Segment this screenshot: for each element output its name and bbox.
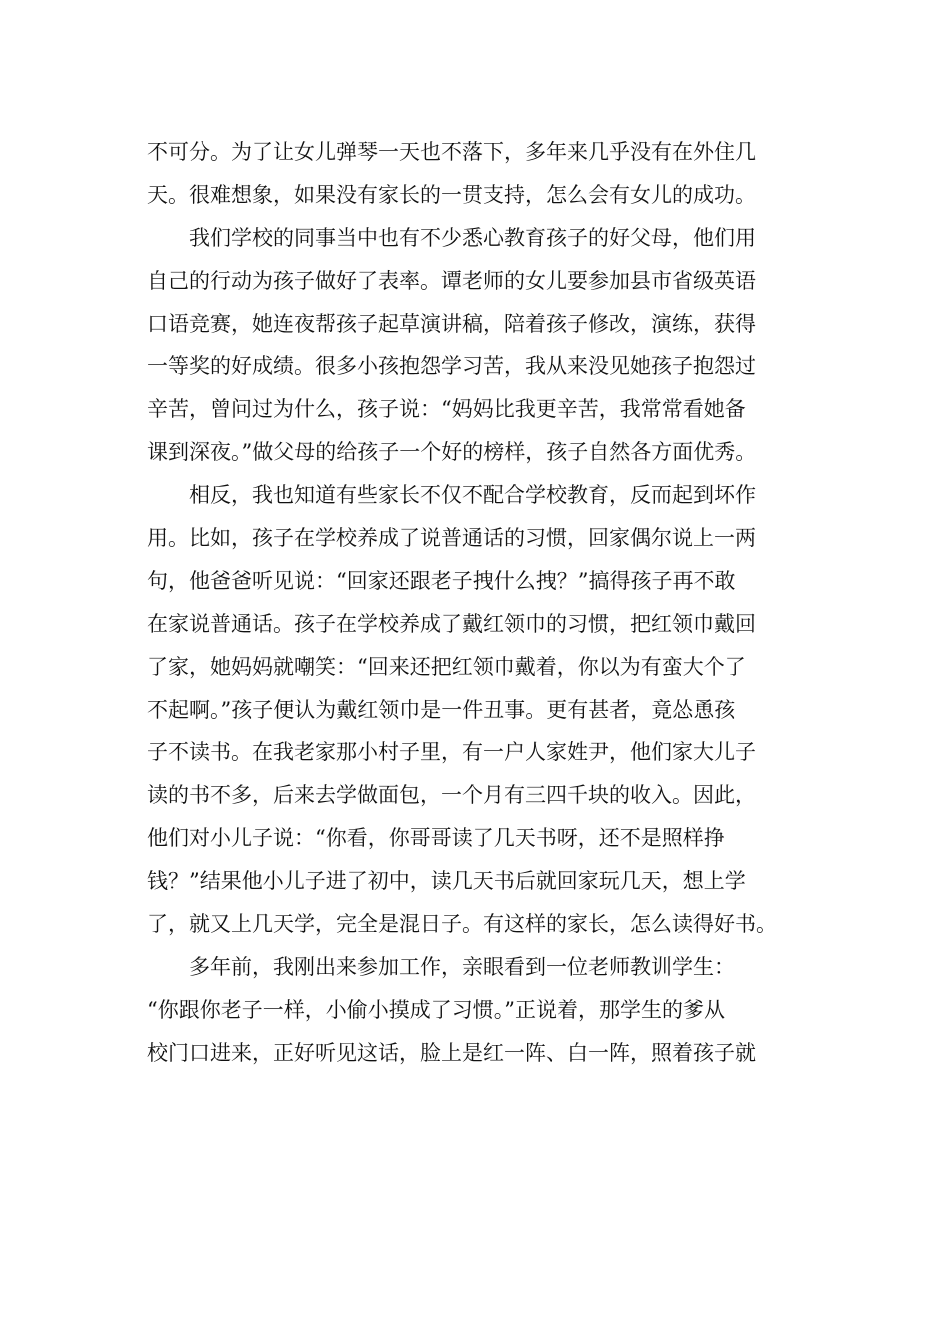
- text-line: 他们对小儿子说：“你看，你哥哥读了几天书呀，还不是照样挣: [147, 826, 725, 851]
- text-line: 句，他爸爸听见说：“回家还跟老子拽什么拽？”搞得孩子再不敢: [147, 568, 736, 593]
- text-line: 辛苦，曾问过为什么，孩子说：“妈妈比我更辛苦，我常常看她备: [147, 397, 746, 422]
- text-line: 用。比如，孩子在学校养成了说普通话的习惯，回家偶尔说上一两: [147, 526, 756, 551]
- text-line: 口语竞赛，她连夜帮孩子起草演讲稿，陪着孩子修改，演练，获得: [147, 311, 756, 336]
- text-line: 子不读书。在我老家那小村子里，有一户人家姓尹，他们家大儿子: [147, 740, 756, 765]
- text-line: 钱？”结果他小儿子进了初中，读几天书后就回家玩几天，想上学: [147, 869, 746, 894]
- text-line: 不起啊。”孩子便认为戴红领巾是一件丑事。更有甚者，竟怂恿孩: [147, 697, 736, 722]
- text-line: 多年前，我刚出来参加工作，亲眼看到一位老师教训学生：: [147, 954, 735, 979]
- text-line: 了家，她妈妈就嘲笑：“回来还把红领巾戴着，你以为有蛮大个了: [147, 654, 746, 679]
- text-line: 在家说普通话。孩子在学校养成了戴红领巾的习惯，把红领巾戴回: [147, 611, 756, 636]
- text-line: 读的书不多，后来去学做面包，一个月有三四千块的收入。因此，: [147, 783, 756, 808]
- text-line: 自己的行动为孩子做好了表率。谭老师的女儿要参加县市省级英语: [147, 268, 756, 293]
- text-line: 了，就又上几天学，完全是混日子。有这样的家长，怎么读得好书。: [147, 912, 777, 937]
- text-line: 相反，我也知道有些家长不仅不配合学校教育，反而起到坏作: [147, 483, 756, 508]
- text-line: 一等奖的好成绩。很多小孩抱怨学习苦，我从来没见她孩子抱怨过: [147, 354, 756, 379]
- body-text: [147, 131, 807, 1075]
- text-line: 校门口进来，正好听见这话，脸上是红一阵、白一阵，照着孩子就: [147, 1040, 756, 1065]
- text-line: 我们学校的同事当中也有不少悉心教育孩子的好父母，他们用: [147, 225, 756, 250]
- text-line: “你跟你老子一样，小偷小摸成了习惯。”正说着，那学生的爹从: [147, 997, 725, 1022]
- text-line: 天。很难想象，如果没有家长的一贯支持，怎么会有女儿的成功。: [147, 182, 756, 207]
- text-line: 不可分。为了让女儿弹琴一天也不落下，多年来几乎没有在外住几: [147, 140, 756, 164]
- text-line: 课到深夜。”做父母的给孩子一个好的榜样，孩子自然各方面优秀。: [147, 440, 757, 465]
